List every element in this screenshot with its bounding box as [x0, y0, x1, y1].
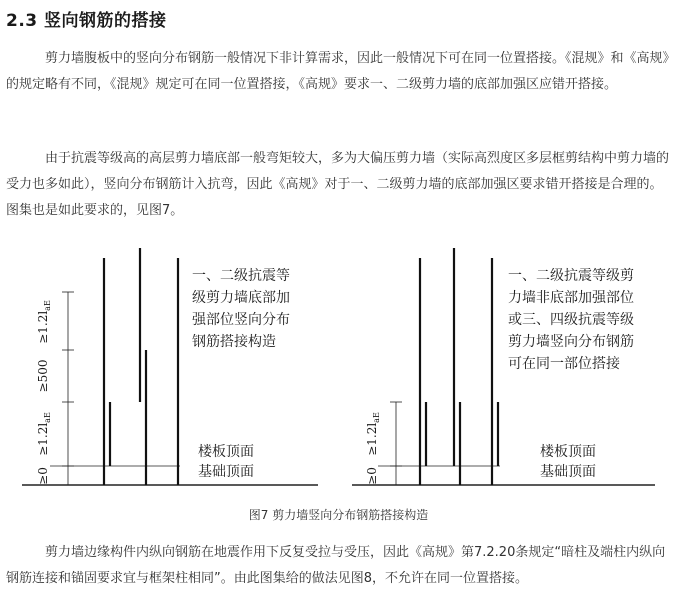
dim-label-zero: ≥0 [365, 467, 379, 485]
rebar-lap-diagram [0, 240, 677, 510]
dim-label-top: $\ge 1.2l_{aE}$ [36, 300, 52, 344]
right-note-line-2: 力墙非底部加强部位 [508, 290, 634, 306]
left-note-line-2: 级剪力墙底部加 [192, 290, 290, 306]
figure-caption: 图7 剪力墙竖向分布钢筋搭接构造 [248, 508, 429, 522]
left-note-line-3: 强部位竖向分布 [192, 312, 290, 328]
left-foundation-label: 基础顶面 [198, 464, 254, 480]
right-note-line-3: 或三、四级抗震等级 [508, 312, 634, 328]
right-note-line-5: 可在同一部位搭接 [508, 356, 620, 372]
dim-label-zero: ≥0 [36, 467, 50, 485]
right-note-line-4: 剪力墙竖向分布钢筋 [508, 334, 634, 350]
paragraph-3: 剪力墙边缘构件内纵向钢筋在地震作用下反复受拉与受压，因此《高规》第7.2.20条规定“暗柱及端柱内纵向钢筋连接和锚固要求宜与框架柱相同”。由此图集给的做法见图8，不允许在同一位置搭接。 [6, 545, 666, 586]
right-floor-label: 楼板顶面 [540, 444, 596, 460]
section-heading [6, 6, 167, 31]
right-note-line-1: 一、二级抗震等级剪 [508, 268, 634, 284]
dim-label-bottom: $\ge 1.2l_{aE}$ [36, 412, 52, 456]
section-number: 2.3 [6, 11, 38, 31]
paragraph-2: 由于抗震等级高的高层剪力墙底部一般弯矩较大，多为大偏压剪力墙（实际高烈度区多层框剪结构中剪力墙的受力也多如此），竖向分布钢筋计入抗弯，因此《高规》对于一、二级剪力墙的底部加强区要求错开搭接是合理的。图集也是如此要求的，见图7。 [6, 151, 670, 218]
dim-label-500: ≥500 [36, 359, 50, 393]
paragraph-1: 剪力墙腹板中的竖向分布钢筋一般情况下非计算需求，因此一般情况下可在同一位置搭接。《混规》和《高规》的规定略有不同，《混规》规定可在同一位置搭接，《高规》要求一、二级剪力墙的底部加强区应错开搭接。 [6, 51, 670, 92]
left-note-line-4: 钢筋搭接构造 [192, 334, 276, 350]
right-foundation-label: 基础顶面 [540, 464, 596, 480]
left-panel [22, 248, 318, 485]
section-title: 竖向钢筋的搭接 [44, 11, 167, 31]
dim-label-lap: $\ge 1.2l_{aE}$ [365, 412, 381, 456]
figure-7 [0, 240, 677, 510]
right-panel [352, 248, 655, 485]
left-floor-label: 楼板顶面 [198, 444, 254, 460]
left-note-line-1: 一、二级抗震等 [192, 268, 290, 284]
